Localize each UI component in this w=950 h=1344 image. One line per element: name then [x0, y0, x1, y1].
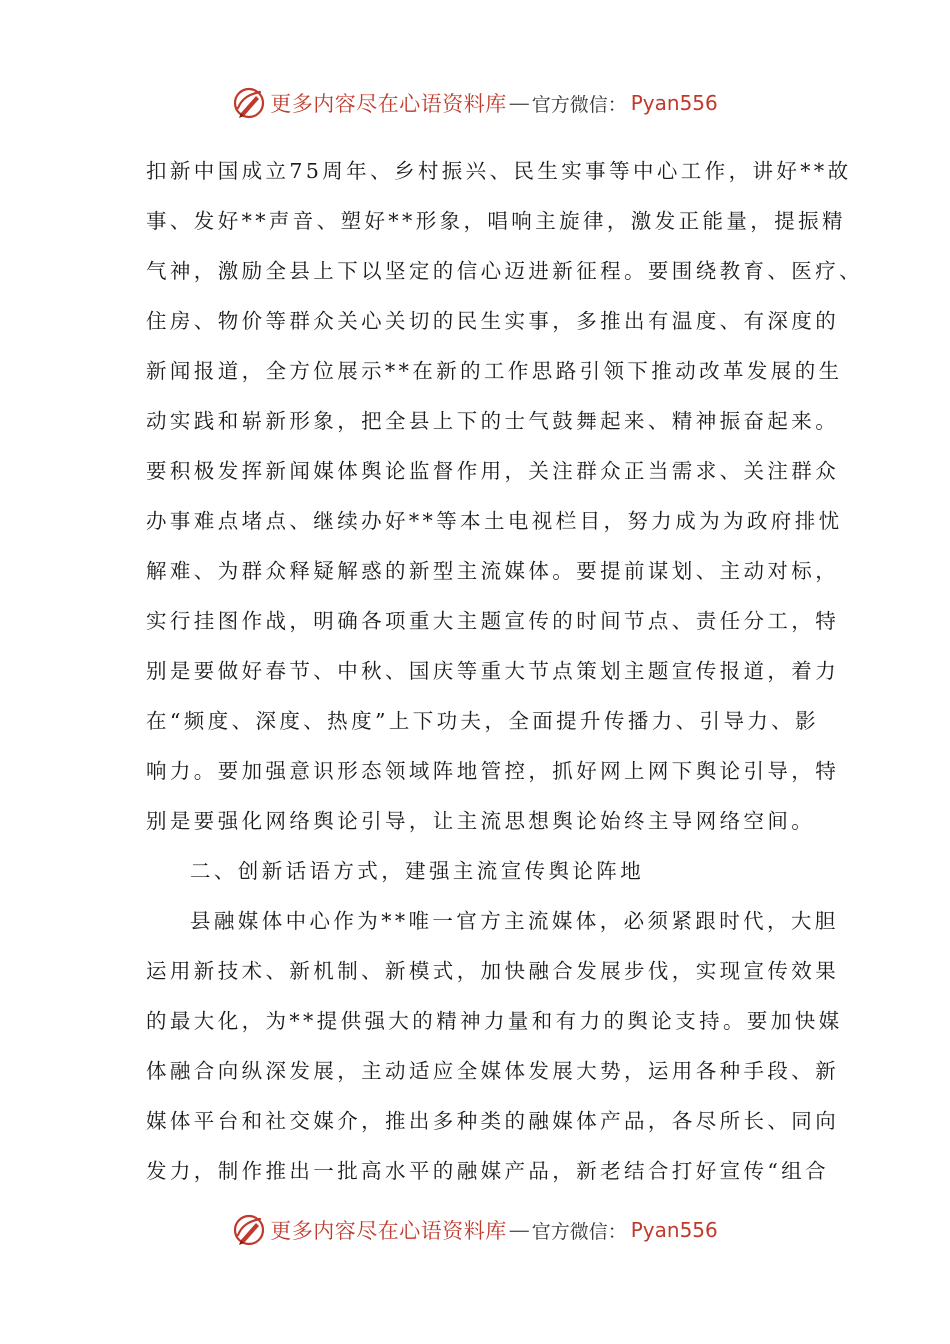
- body-line: 体融合向纵深发展，主动适应全媒体发展大势，运用各种手段、新: [146, 1059, 840, 1083]
- body-line: 别是要做好春节、中秋、国庆等重大节点策划主题宣传报道，着力: [146, 659, 840, 683]
- body-line: 气神，激励全县上下以坚定的信心迈进新征程。要围绕教育、医疗、: [146, 259, 863, 283]
- body-line: 要积极发挥新闻媒体舆论监督作用，关注群众正当需求、关注群众: [146, 459, 840, 483]
- section-heading: 二、创新话语方式，建强主流宣传舆论阵地: [190, 859, 645, 883]
- body-line: 县融媒体中心作为**唯一官方主流媒体，必须紧跟时代，大胆: [190, 909, 839, 933]
- body-line: 媒体平台和社交媒介，推出多种类的融媒体产品，各尽所长、同向: [146, 1109, 840, 1133]
- pen-logo-icon: [232, 1213, 266, 1247]
- footer-banner-title: 更多内容尽在心语资料库: [270, 1219, 507, 1243]
- body-line: 实行挂图作战，明确各项重大主题宣传的时间节点、责任分工，特: [146, 609, 840, 633]
- body-line: 住房、物价等群众关心关切的民生实事，多推出有温度、有深度的: [146, 309, 840, 333]
- body-line: 扣新中国成立75周年、乡村振兴、民生实事等中心工作，讲好**故: [146, 159, 852, 183]
- footer-banner-dash: —: [508, 1218, 530, 1242]
- header-wechat-id: Pyan556: [630, 91, 718, 115]
- header-banner-title: 更多内容尽在心语资料库: [270, 92, 507, 116]
- body-line: 事、发好**声音、塑好**形象，唱响主旋律，激发正能量，提振精: [146, 209, 846, 233]
- footer-wechat-label: 官方微信：: [531, 1220, 627, 1243]
- header-banner-dash: —: [508, 91, 530, 115]
- body-line: 动实践和崭新形象，把全县上下的士气鼓舞起来、精神振奋起来。: [146, 409, 840, 433]
- header-wechat-label: 官方微信：: [531, 93, 627, 116]
- body-line: 发力，制作推出一批高水平的融媒产品，新老结合打好宣传“组合: [146, 1159, 830, 1183]
- body-line: 解难、为群众释疑解惑的新型主流媒体。要提前谋划、主动对标，: [146, 559, 840, 583]
- body-line: 的最大化，为**提供强大的精神力量和有力的舆论支持。要加快媒: [146, 1009, 843, 1033]
- document-body: [146, 146, 863, 1196]
- body-line: 运用新技术、新机制、新模式，加快融合发展步伐，实现宣传效果: [146, 959, 840, 983]
- header-banner: [0, 78, 950, 128]
- pen-logo-icon: [232, 86, 266, 120]
- body-line: 别是要强化网络舆论引导，让主流思想舆论始终主导网络空间。: [146, 809, 816, 833]
- body-line: 响力。要加强意识形态领域阵地管控，抓好网上网下舆论引导，特: [146, 759, 840, 783]
- footer-banner: [0, 1205, 950, 1255]
- body-line: 在“频度、深度、热度”上下功夫，全面提升传播力、引导力、影: [146, 709, 820, 733]
- footer-wechat-id: Pyan556: [630, 1218, 718, 1242]
- body-line: 办事难点堵点、继续办好**等本土电视栏目，努力成为为政府排忧: [146, 509, 843, 533]
- body-line: 新闻报道，全方位展示**在新的工作思路引领下推动改革发展的生: [146, 359, 843, 383]
